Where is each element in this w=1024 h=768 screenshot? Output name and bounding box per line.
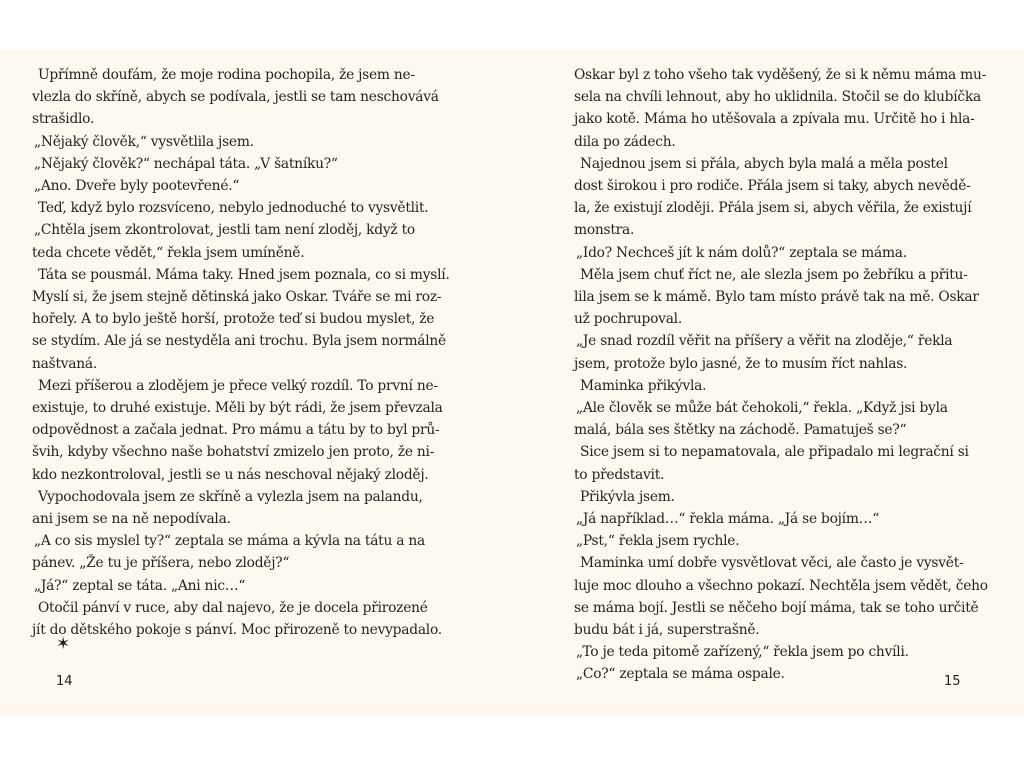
left-page-text: [32, 64, 454, 641]
text-line: luje moc dlouho a všechno pokazí. Nechtěla jsem vědět, čeho: [574, 577, 988, 594]
text-line: ani jsem se na ně nepodívala.: [32, 511, 231, 528]
text-line: Teď, když bylo rozsvíceno, nebylo jednoduché to vysvětlit.: [38, 200, 429, 217]
text-line: teda chcete vědět,“ řekla jsem umíněně.: [32, 244, 305, 261]
text-line: budu bát i já, superstrašně.: [574, 622, 760, 639]
text-line: monstra.: [574, 222, 635, 239]
text-line: „Pst,“ řekla jsem rychle.: [576, 533, 740, 550]
text-line: „Chtěla jsem zkontrolovat, jestli tam není zloděj, když to: [34, 222, 415, 239]
text-line: Myslí si, že jsem stejně dětinská jako Oskar. Tváře se mi roz-: [32, 289, 442, 306]
text-line: to představit.: [574, 466, 665, 483]
text-line: Maminka umí dobře vysvětlovat věci, ale často je vysvět-: [580, 555, 964, 572]
text-line: sela na chvíli lehnout, aby ho uklidnila. Stočil se do klubíčka: [574, 89, 981, 106]
text-line: Přikývla jsem.: [580, 488, 675, 505]
text-line: malá, bála ses štětky na záchodě. Pamatuješ se?“: [574, 422, 907, 439]
text-line: „To je teda pitomě zařízený,“ řekla jsem po chvíli.: [576, 644, 909, 661]
text-line: jsem, protože bylo jasné, že to musím říct nahlas.: [574, 355, 908, 372]
text-line: vlezla do skříně, abych se podívala, jestli se tam neschovává: [32, 89, 439, 106]
text-line: Táta se pousmál. Máma taky. Hned jsem poznala, co si myslí.: [38, 266, 450, 283]
text-line: švih, kdyby všechno naše bohatství zmizelo jen proto, že ni-: [32, 444, 435, 461]
text-line: strašidlo.: [32, 111, 95, 128]
text-line: Vypochodovala jsem ze skříně a vylezla jsem na palandu,: [38, 488, 423, 505]
text-line: naštvaná.: [32, 355, 98, 372]
text-line: „A co sis myslel ty?“ zeptala se máma a kývla na tátu a na: [34, 533, 425, 550]
text-line: dost širokou i pro rodiče. Přála jsem si taky, abych nevědě-: [574, 178, 971, 195]
book-spread: [0, 50, 1024, 716]
text-line: Maminka přikývla.: [580, 377, 707, 394]
text-line: Najednou jsem si přála, abych byla malá a měla postel: [580, 155, 948, 172]
text-line: Mezi příšerou a zlodějem je přece velký rozdíl. To první ne-: [38, 377, 438, 394]
text-line: „Nějaký člověk?“ nechápal táta. „V šatníku?“: [34, 155, 338, 172]
page-number-right: 15: [944, 674, 961, 689]
text-line: se stydím. Ale já se nestyděla ani trochu. Byla jsem normálně: [32, 333, 446, 350]
page-number-left: 14: [56, 674, 73, 689]
text-line: jako kotě. Máma ho utěšovala a zpívala mu. Určitě ho i hla-: [574, 111, 975, 128]
text-line: „Ido? Nechceš jít k nám dolů?“ zeptala se máma.: [576, 244, 907, 261]
text-line: „Ano. Dveře byly pootevřené.“: [34, 178, 240, 195]
text-line: dila po zádech.: [574, 133, 676, 150]
text-line: Měla jsem chuť říct ne, ale slezla jsem po žebříku a přitu-: [580, 266, 968, 283]
text-line: Otočil pánví v ruce, aby dal najevo, že je docela přirozené: [38, 599, 428, 616]
text-line: pánev. „Že tu je příšera, nebo zloděj?“: [32, 555, 290, 572]
text-line: už pochrupoval.: [574, 311, 682, 328]
text-line: la, že existují zloději. Přála jsem si, abych věřila, že existují: [574, 200, 972, 217]
text-line: Oskar byl z toho všeho tak vyděšený, že si k němu máma mu-: [574, 67, 987, 83]
text-line: „Já například…“ řekla máma. „Já se bojím…“: [576, 511, 880, 528]
text-line: lila jsem se k mámě. Bylo tam místo právě tak na mě. Oskar: [574, 289, 979, 306]
text-line: „Ale člověk se může bát čehokoli,“ řekla. „Když jsi byla: [576, 400, 948, 417]
text-line: kdo nezkontroloval, jestli se u nás neschoval nějaký zloděj.: [32, 466, 429, 483]
text-line: „Nějaký člověk,“ vysvětlila jsem.: [34, 133, 254, 150]
text-line: existuje, to druhé existuje. Měli by být rádi, že jsem převzala: [32, 400, 443, 417]
text-line: odpovědnost a začala jednat. Pro mámu a tátu by to byl prů-: [32, 422, 440, 439]
text-line: Sice jsem si to nepamatovala, ale připadalo mi legrační si: [580, 444, 969, 461]
text-line: Upřímně doufám, že moje rodina pochopila, že jsem ne-: [38, 67, 415, 83]
text-line: „Já?“ zeptal se táta. „Ani nic…“: [34, 577, 246, 594]
text-line: „Co?“ zeptala se máma ospale.: [576, 666, 785, 683]
section-break-ornament: ✶: [56, 634, 71, 654]
text-line: „Je snad rozdíl věřit na příšery a věřit na zloděje,“ řekla: [576, 333, 953, 350]
text-line: hořely. A to bylo ještě horší, protože teď si budou myslet, že: [32, 311, 435, 328]
text-line: se máma bojí. Jestli se něčeho bojí máma, tak se toho určitě: [574, 599, 979, 616]
right-page-text: [574, 64, 994, 686]
text-line: jít do dětského pokoje s pánví. Moc přirozeně to nevypadalo.: [32, 622, 442, 639]
